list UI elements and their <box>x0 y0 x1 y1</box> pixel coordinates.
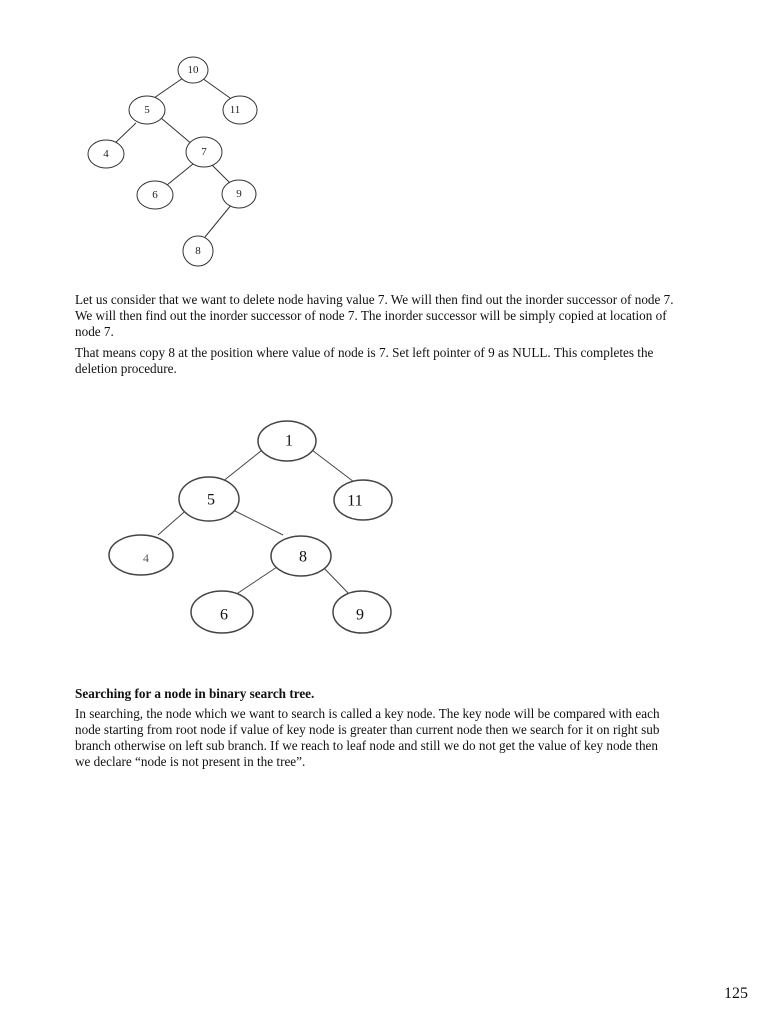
tree1-label-7: 7 <box>201 146 207 158</box>
tree1-label-9: 9 <box>236 188 242 200</box>
tree2-node-4 <box>109 535 173 575</box>
tree2-label-5: 5 <box>207 491 215 509</box>
tree2-label-1: 1 <box>285 432 293 450</box>
tree2-label-8: 8 <box>299 548 307 566</box>
page-number: 125 <box>724 985 748 1002</box>
tree1-label-5: 5 <box>144 104 150 116</box>
tree1-label-8: 8 <box>195 245 201 257</box>
tree2-label-4: 4 <box>143 551 149 565</box>
tree-diagram-after-deletion <box>105 415 400 635</box>
tree1-label-6: 6 <box>152 189 158 201</box>
tree2-label-11: 11 <box>347 492 363 510</box>
section-heading: Searching for a node in binary search tree. <box>75 686 315 701</box>
paragraph-copy-value: That means copy 8 at the position where value of node is 7. Set left pointer of 9 as NULL. This completes the deletion procedure. <box>75 345 654 376</box>
tree1-label-10: 10 <box>187 64 199 76</box>
paragraph-searching: In searching, the node which we want to search is called a key node. The key node will be compared with each node starting from root node if value of key node is greater than current node then we search for it on right sub branch otherwise on left sub branch. If we reach to leaf node and still we do not get the value of key node then we declare “node is not present in the tree”. <box>75 706 660 769</box>
tree2-node-11 <box>334 480 392 520</box>
tree2-label-6: 6 <box>220 606 228 624</box>
tree1-label-4: 4 <box>103 148 109 160</box>
tree2-label-9: 9 <box>356 606 364 624</box>
tree-diagram-before-deletion <box>80 52 270 272</box>
paragraph-inorder-successor: Let us consider that we want to delete node having value 7. We will then find out the inorder successor of node 7. We will then find out the inorder successor of node 7. The inorder successor will be simply copied at location of node 7. <box>75 292 674 339</box>
tree1-label-11: 11 <box>229 104 241 116</box>
